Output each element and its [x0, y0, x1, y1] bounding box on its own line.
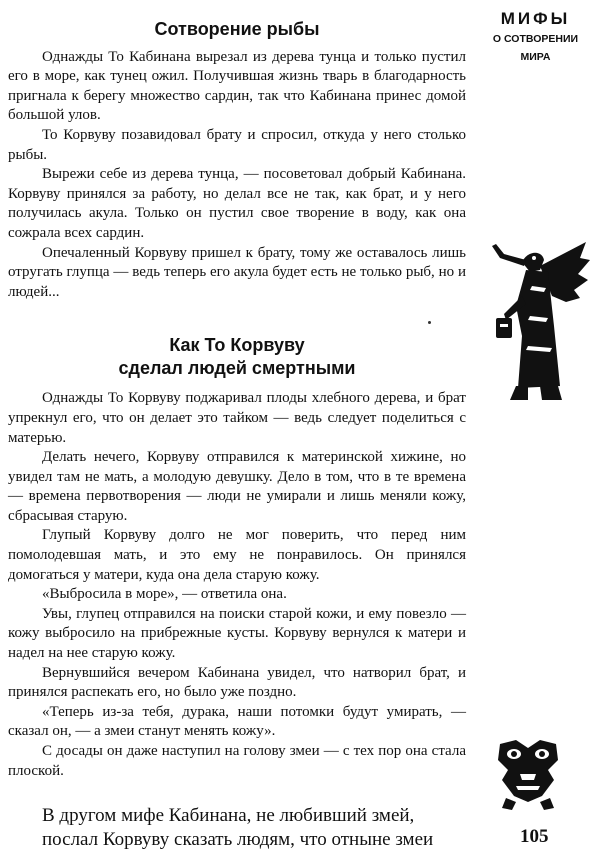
paragraph: С досады он даже наступил на голову змеи — с тех пор она стала плоской. — [8, 743, 466, 779]
tail-line-1: В другом мифе Кабинана, не любивший змей, — [42, 805, 415, 827]
paragraph: «Теперь из-за тебя, дурака, наши потомки будут умирать, — сказал он, — а змеи станут менять кожу». — [8, 703, 466, 740]
winged-figure-icon — [482, 236, 592, 404]
running-head — [478, 8, 593, 66]
paragraph: Глупый Корвуву долго не мог поверить, что перед ним помолодевшая мать, и это ему не понравилось. Он принялся домогаться у матери, куда она дела старую кожу. — [8, 527, 466, 583]
tail-line-2: послал Корвуву сказать людям, что отныне змеи — [42, 829, 434, 851]
section-heading-mortality — [8, 334, 466, 380]
main-text-column — [8, 20, 466, 852]
heading-line-2: сделал людей смертными — [118, 358, 356, 379]
paragraph: Однажды То Кабинана вырезал из дерева тунца и только пустил его в море, как тунец ожил. Получившая жизнь тварь в благодарность пригнала к берегу множество сардин, так что Кабинана принес домой большой улов. — [8, 48, 466, 124]
paragraph: «Выбросила в море», — ответила она. — [42, 586, 287, 603]
paragraph: Однажды То Корвуву поджаривал плоды хлебного дерева, и брат упрекнул его, что он делает это тайком — ведь следует поделиться с матерью. — [8, 390, 466, 446]
paragraph: Делать нечего, Корвуву отправился к материнской хижине, но увидел там не мать, а молодую девушку. Дело в том, что в те времена — времена первотворения — люди не умирали и лишь меняли кожу, сбрасывая старую. — [8, 449, 466, 524]
running-head-subtitle: О СОТВОРЕНИИ — [492, 33, 579, 45]
totem-mask-icon — [494, 740, 562, 810]
print-speck — [428, 321, 431, 324]
section-heading-fish: Сотворение рыбы — [154, 19, 320, 39]
paragraph: Вернувшийся вечером Кабинана увидел, что натворил брат, и принялся распекать его, но было уже поздно. — [8, 664, 466, 701]
running-head-subtitle-2: МИРА — [520, 51, 551, 63]
heading-line-1: Как То Корвуву — [169, 335, 305, 356]
section-spacer — [8, 302, 466, 334]
paragraph: Вырежи себе из дерева тунца, — посоветовал добрый Кабинана. Корвуву принялся за работу, но делал все не так, как брат, и у него получилась акула. Только он пустил свое творение в воду, как она сожрала всех сардин. — [8, 166, 466, 241]
running-head-title: МИФЫ — [500, 9, 571, 28]
paragraph: Увы, глупец отправился на поиски старой кожи, и ему повезло — кожу выбросило на прибрежные кусты. Корвуву вернулся к матери и надел на нее старую кожу. — [8, 605, 466, 662]
paragraph: Опечаленный Корвуву пришел к брату, тому же оставалось лишь отругать глупца — ведь теперь его акула будет есть не только рыб, но и людей... — [8, 244, 466, 300]
paragraph: То Корвуву позавидовал брату и спросил, откуда у него столько рыбы. — [8, 126, 466, 163]
continuation-text — [8, 804, 466, 852]
page-number: 105 — [520, 826, 549, 847]
